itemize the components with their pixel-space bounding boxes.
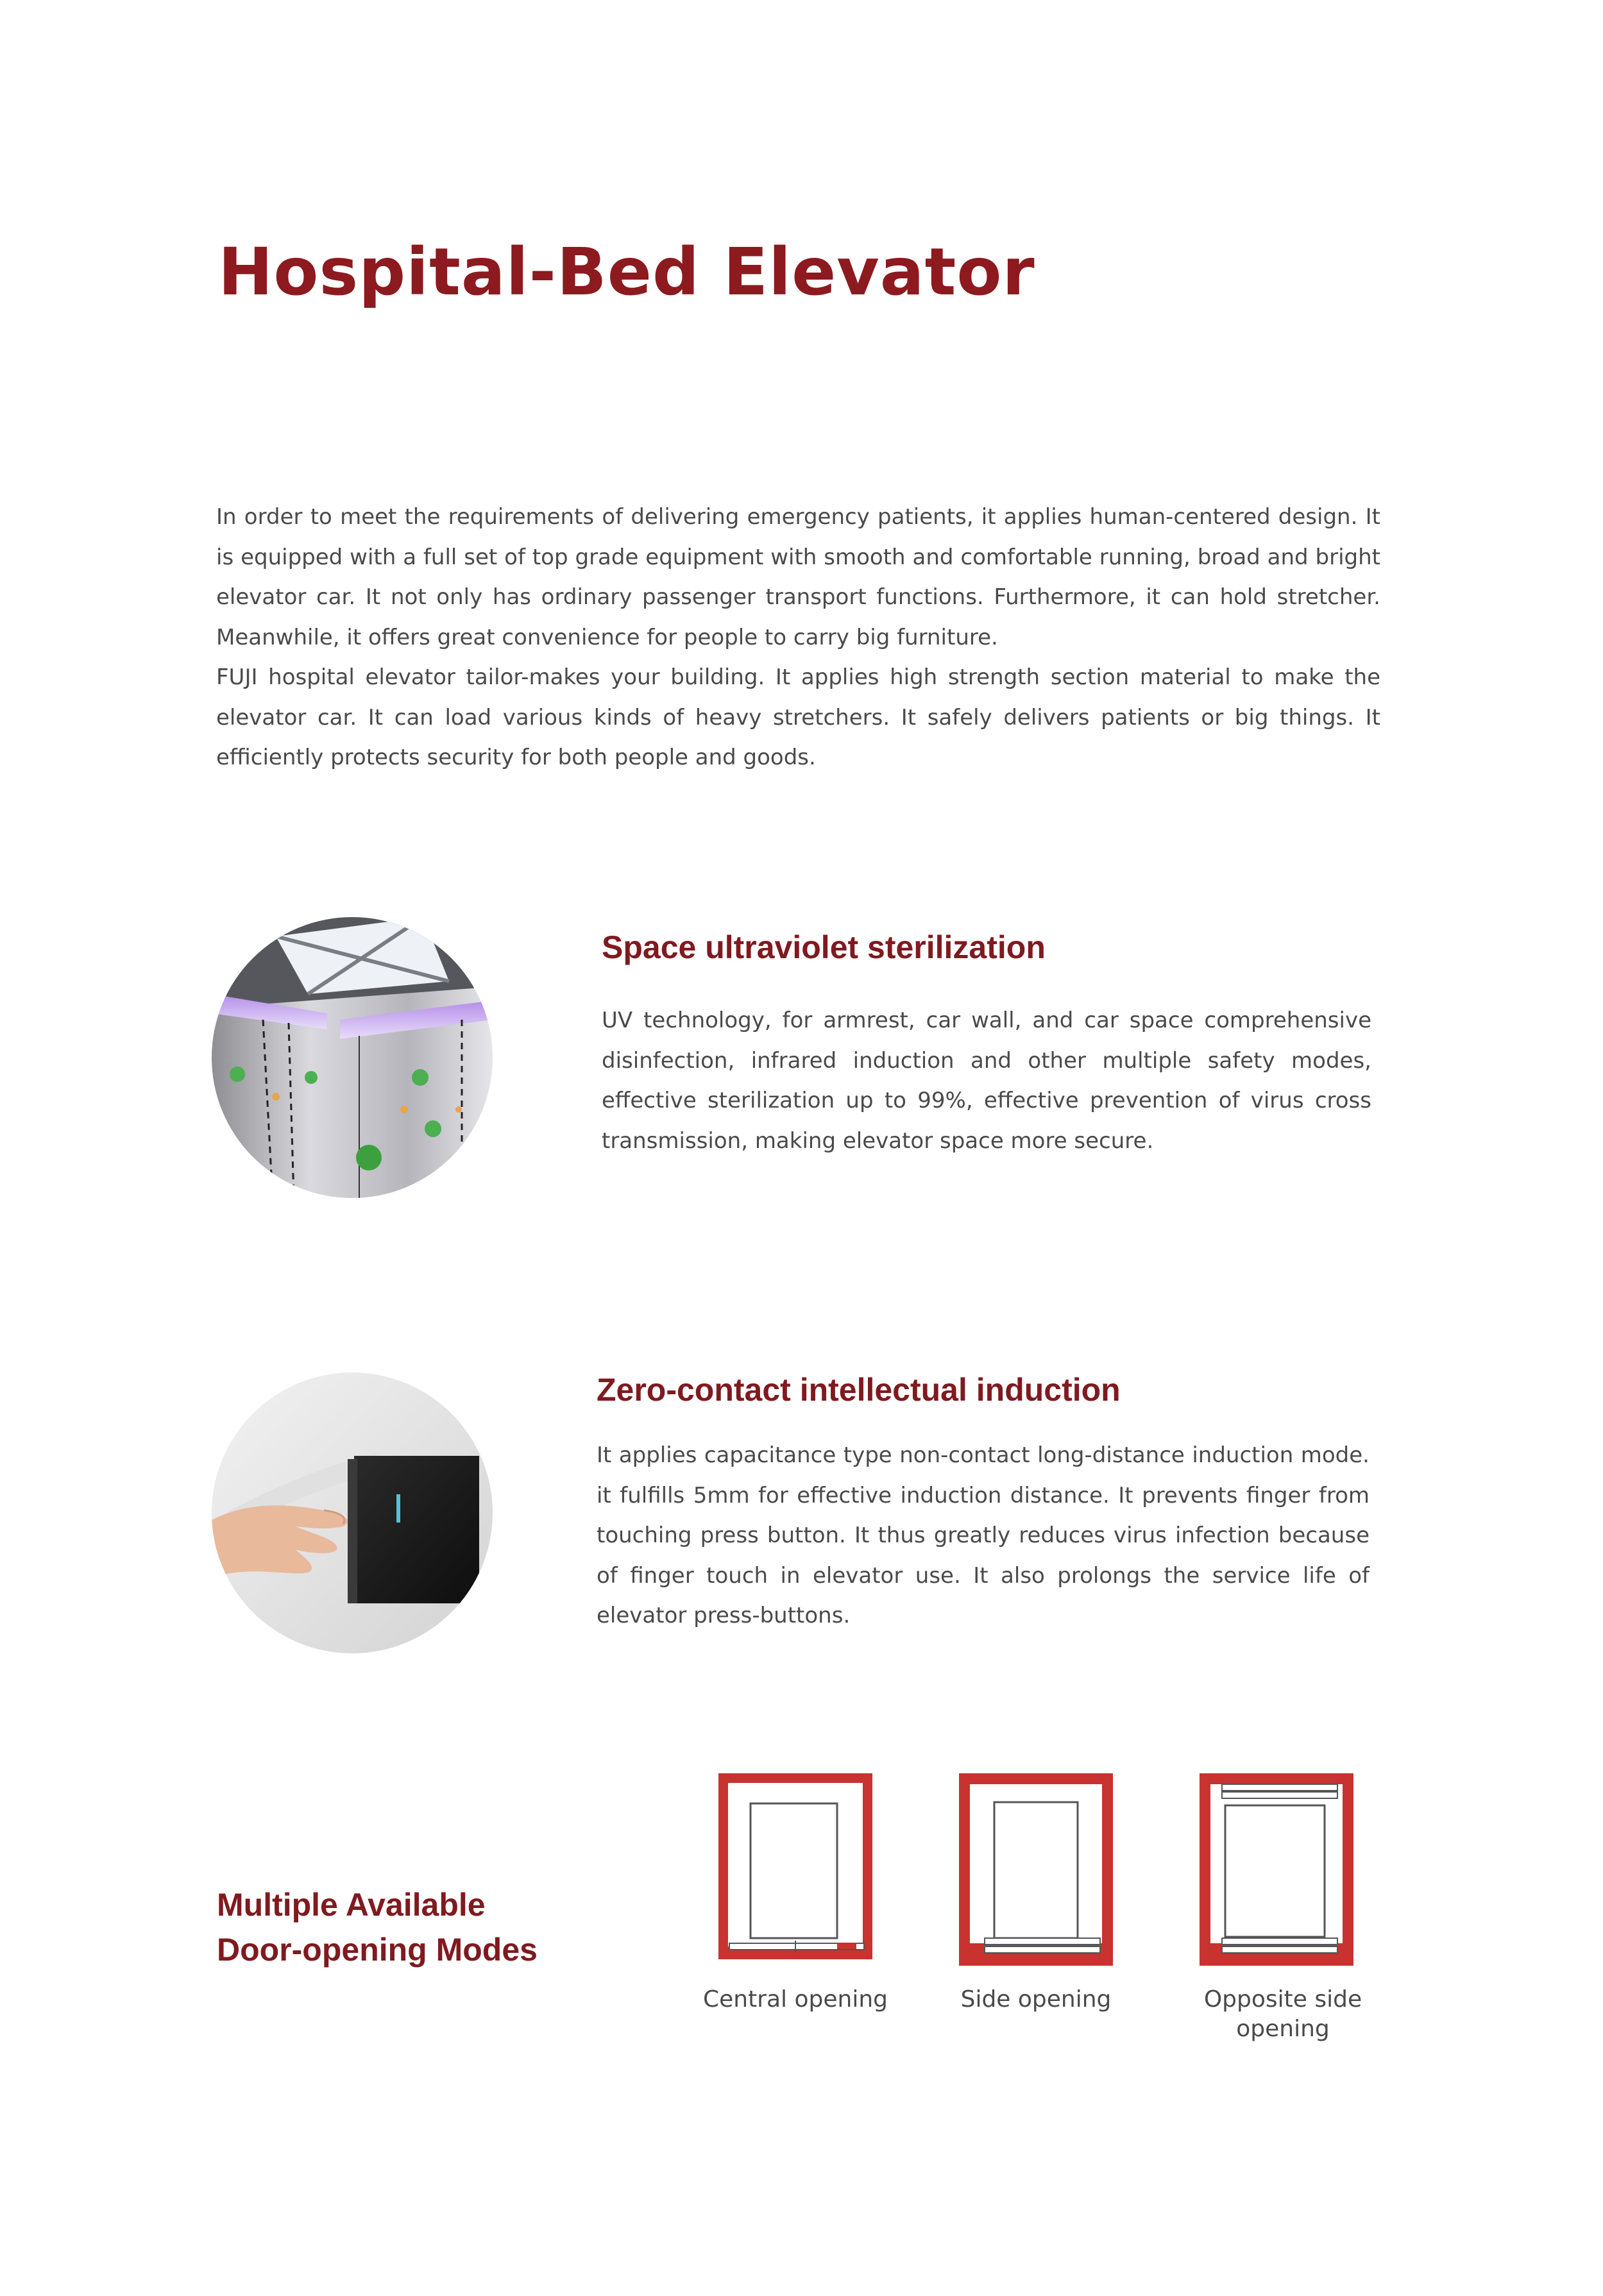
central-opening-diagram-icon <box>715 1770 876 1969</box>
feature-body-uv: UV technology, for armrest, car wall, and car space comprehensive disinfection, infrared induction and other multiple safety modes, effective sterilization up to 99%, effective prevention of virus cross transmission, making elevator space more secure. <box>602 1008 1371 1154</box>
side-opening-label: Side opening <box>960 1986 1112 2013</box>
opposite-side-opening-label-line1: Opposite side <box>1203 1986 1362 2013</box>
hand-touchless-button-image <box>212 1372 493 1653</box>
feature-title-touchless: Zero-contact intellectual induction <box>597 1372 1121 1408</box>
opposite-side-opening-label-line2: opening <box>1236 2016 1330 2042</box>
intro-paragraph-1: In order to meet the requirements of delivering emergency patients, it applies human-centered design. It is equipped with a full set of top grade equipment with smooth and comfortable running, broad and bright elevator car. It not only has ordinary passenger transport functions. Furthermore, it can hold stretcher. Meanwhile, it offers great convenience for people to carry big furniture. <box>216 504 1380 650</box>
feature-body-touchless: It applies capacitance type non-contact long-distance induction mode. it fulfills 5mm for effective induction distance. It prevents finger from touching press button. It thus greatly reduces virus infection because of finger touch in elevator use. It also prolongs the service life of elevator press-buttons. <box>597 1442 1370 1628</box>
opposite-side-opening-label <box>1180 1985 1386 2044</box>
central-opening-label: Central opening <box>702 1986 888 2013</box>
uv-sterilized-elevator-car-image <box>212 917 493 1198</box>
intro-text <box>216 497 1380 778</box>
door-modes-title <box>217 1882 538 1972</box>
door-modes-title-line1: Multiple Available <box>217 1887 486 1923</box>
side-opening-diagram-icon <box>956 1770 1116 1969</box>
intro-paragraph-2: FUJI hospital elevator tailor-makes your building. It applies high strength section material to make the elevator car. It can load various kinds of heavy stretchers. It safely delivers patients or big things. It efficiently protects security for both people and goods. <box>216 664 1380 770</box>
page-title: Hospital-Bed Elevator <box>218 234 1035 310</box>
door-modes-title-line2: Door-opening Modes <box>217 1932 538 1968</box>
feature-title-uv: Space ultraviolet sterilization <box>602 929 1046 965</box>
opposite-side-opening-diagram-icon <box>1196 1770 1357 1969</box>
